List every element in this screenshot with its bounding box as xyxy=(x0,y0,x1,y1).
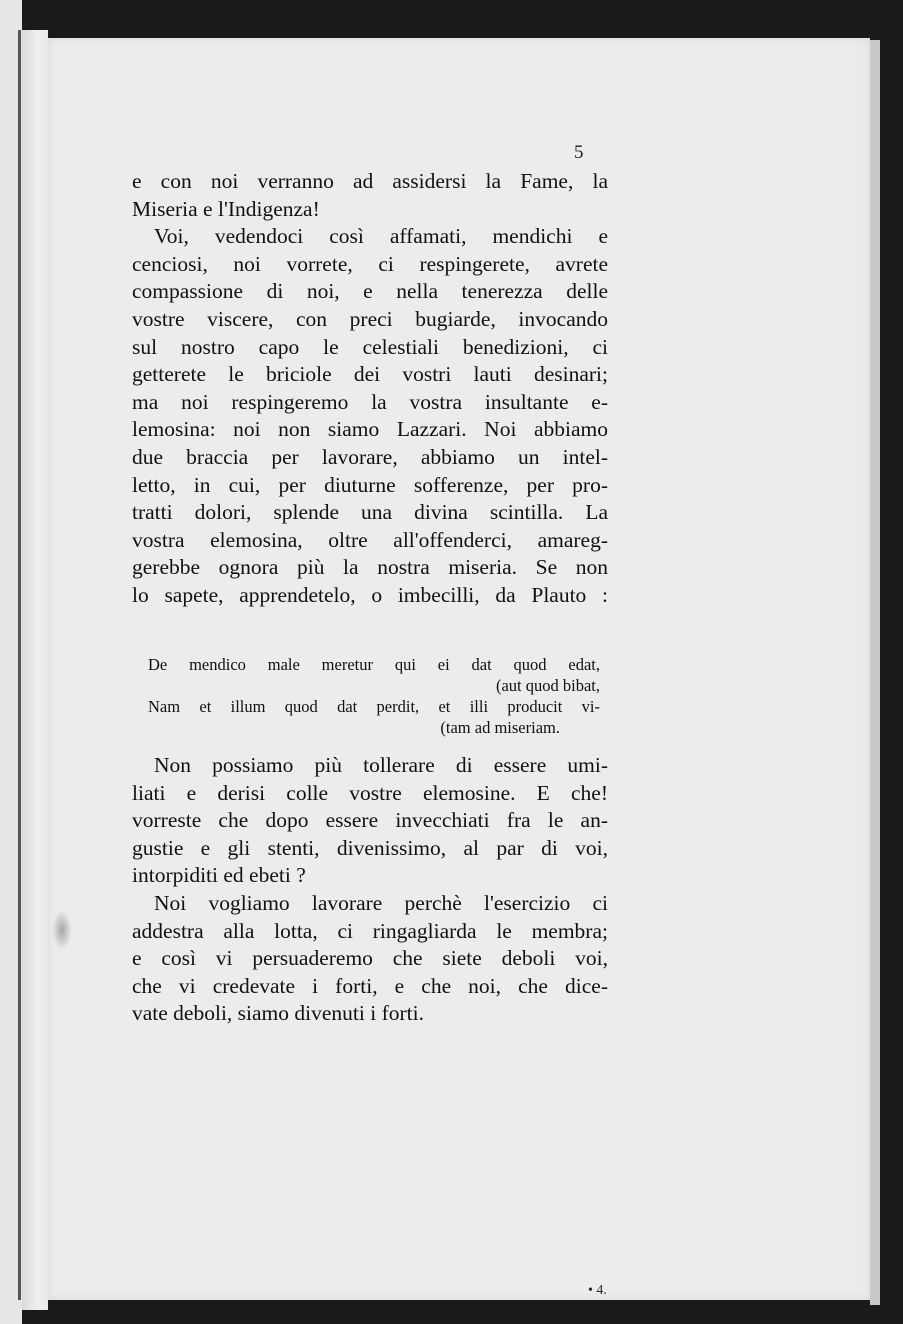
text-line: lo sapete, apprendetelo, o imbecilli, da Plauto : xyxy=(132,582,608,607)
text-line: cenciosi, noi vorrete, ci respingerete, avrete xyxy=(132,251,608,276)
signature-mark: • 4. xyxy=(588,1283,607,1298)
text-line: e così vi persuaderemo che siete deboli voi, xyxy=(132,946,608,971)
page-stain xyxy=(52,910,72,950)
book-spine xyxy=(22,30,48,1310)
quote-line: (aut quod bibat, xyxy=(495,676,600,695)
text-line: due braccia per lavorare, abbiamo un intel- xyxy=(132,444,608,469)
text-line: vostra elemosina, oltre all'offenderci, amareg- xyxy=(132,527,608,552)
text-line: liati e derisi colle vostre elemosine. E che! xyxy=(132,780,608,805)
text-line: gustie e gli stenti, divenissimo, al par di voi, xyxy=(132,835,608,860)
text-line: gerebbe ognora più la nostra miseria. Se non xyxy=(132,555,608,580)
left-page-edge xyxy=(0,0,22,1324)
text-line: sul nostro capo le celestiali benedizioni, ci xyxy=(132,334,608,359)
text-line: vostre viscere, con preci bugiarde, invocando xyxy=(132,306,608,331)
quote-line: (tam ad miseriam. xyxy=(440,718,560,737)
quote-line: De mendico male meretur qui ei dat quod edat, xyxy=(148,655,600,674)
text-line: lemosina: noi non siamo Lazzari. Noi abbiamo xyxy=(132,417,608,442)
text-line: che vi credevate i forti, e che noi, che dice- xyxy=(132,973,608,998)
page-number: 5 xyxy=(574,142,584,163)
latin-quote xyxy=(148,654,600,738)
text-line: ma noi respingeremo la vostra insultante e- xyxy=(132,389,608,414)
text-line: letto, in cui, per diuturne sofferenze, per pro- xyxy=(132,472,608,497)
text-line: vate deboli, siamo divenuti i forti. xyxy=(132,1001,424,1026)
text-line: getterete le briciole dei vostri lauti desinari; xyxy=(132,362,608,387)
text-line: tratti dolori, splende una divina scintilla. La xyxy=(132,500,608,525)
text-line: vorreste che dopo essere invecchiati fra le an- xyxy=(132,808,608,833)
main-text-top xyxy=(132,168,608,610)
page-right-edge xyxy=(870,40,880,1305)
text-line: Miseria e l'Indigenza! xyxy=(132,196,320,221)
quote-line: Nam et illum quod dat perdit, et illi producit vi- xyxy=(148,697,600,716)
text-line: Non possiamo più tollerare di essere umi- xyxy=(154,753,608,777)
main-text-bottom xyxy=(132,752,608,1028)
text-line: addestra alla lotta, ci ringagliarda le membra; xyxy=(132,918,608,943)
text-line: Noi vogliamo lavorare perchè l'esercizio ci xyxy=(154,890,608,915)
text-line: compassione di noi, e nella tenerezza delle xyxy=(132,279,608,304)
text-line: intorpiditi ed ebeti ? xyxy=(132,863,306,888)
text-line: e con noi verranno ad assidersi la Fame, la xyxy=(132,169,608,193)
text-line: Voi, vedendoci così affamati, mendichi e xyxy=(154,224,608,249)
